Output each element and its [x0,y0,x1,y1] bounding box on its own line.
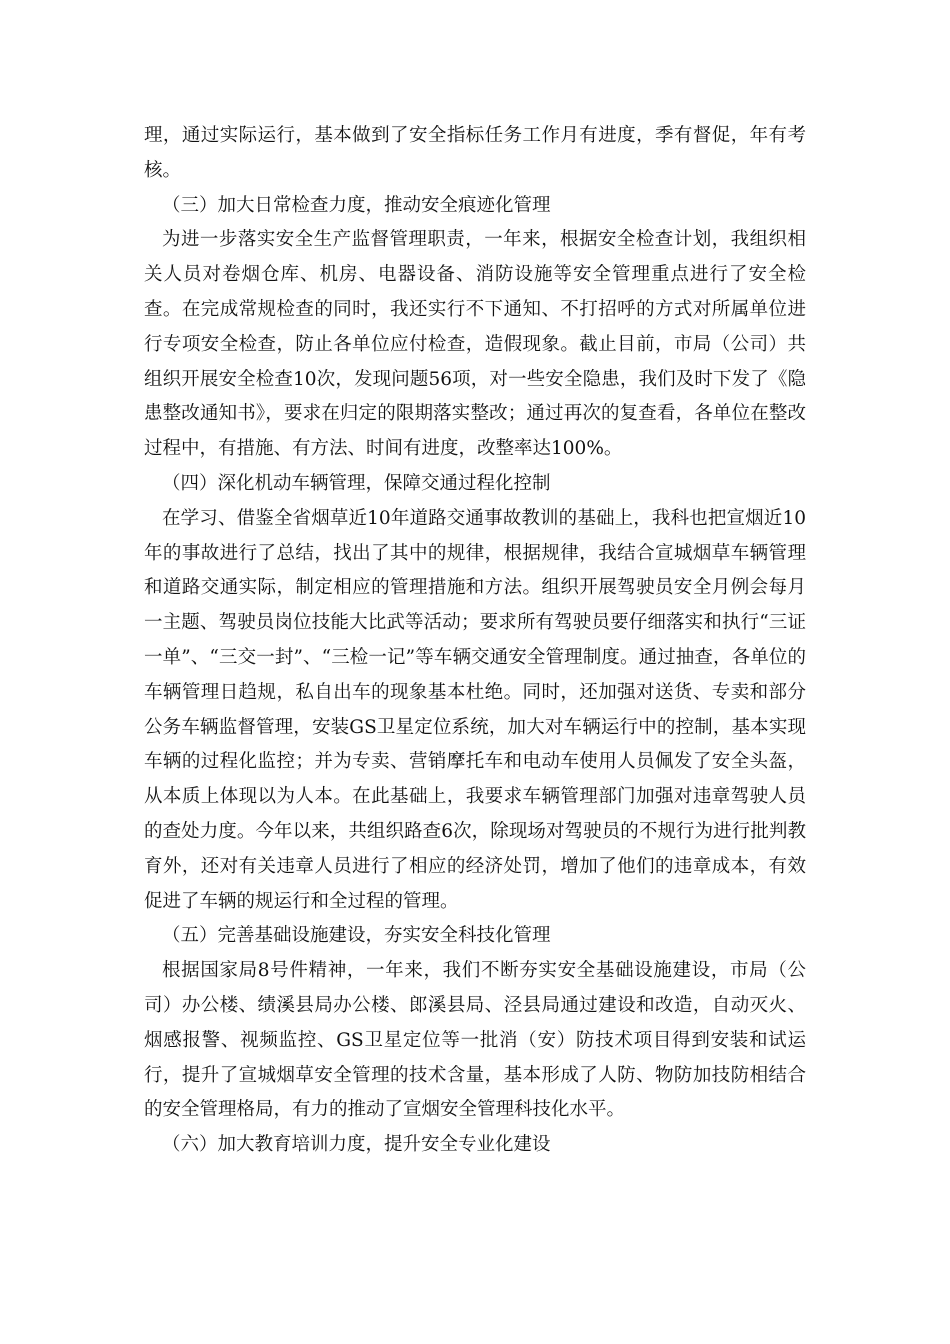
section-heading-4: （四）深化机动车辆管理，保障交通过程化控制 [162,472,551,494]
section-heading-5: （五）完善基础设施建设，夯实安全科技化管理 [162,925,551,947]
paragraph-body-3: 在学习、借鉴全省烟草近10年道路交通事故教训的基础上，我科也把宣烟近10年的事故进行了总结，找出了其中的规律，根据规律，我结合宣城烟草车辆管理和道路交通实际，制定相应的管理措施和方法。组织开展驾驶员安全月例会每月一主题、驾驶员岗位技能大比武等活动；要求所有驾驶员要仔细落实和执行“三证一单”、“三交一封”、“三检一记”等车辆交通安全管理制度。通过抽查，各单位的车辆管理日趋规，私自出车的现象基本杜绝。同时，还加强对送货、专卖和部分公务车辆监督管理，安装GS卫星定位系统，加大对车辆运行中的控制，基本实现车辆的过程化监控；并为专卖、营销摩托车和电动车使用人员佩发了安全头盔，从本质上体现以为人本。在此基础上，我要求车辆管理部门加强对违章驾驶人员的查处力度。今年以来，共组织路查6次，除现场对驾驶员的不规行为进行批判教育外，还对有关违章人员进行了相应的经济处罚，增加了他们的违章成本，有效促进了车辆的规运行和全过程的管理。 [144,507,806,912]
section-heading-6: （六）加大教育培训力度，提升安全专业化建设 [162,1134,551,1156]
paragraph-body-1: 理，通过实际运行，基本做到了安全指标任务工作月有进度，季有督促，年有考核。 [144,125,806,181]
document-page [144,119,806,1163]
paragraph-body-2: 为进一步落实安全生产监督管理职责，一年来，根据安全检查计划，我组织相关人员对卷烟仓库、机房、电器设备、消防设施等安全管理重点进行了安全检查。在完成常规检查的同时，我还实行不下通知、不打招呼的方式对所属单位进行专项安全检查，防止各单位应付检查，造假现象。截止目前，市局（公司）共组织开展安全检查10次，发现问题56项，对一些安全隐患，我们及时下发了《隐患整改通知书》，要求在归定的限期落实整改；通过再次的复查看，各单位在整改过程中，有措施、有方法、时间有进度，改整率达100%。 [144,229,806,460]
paragraph-body-4: 根据国家局8号件精神，一年来，我们不断夯实安全基础设施建设，市局（公司）办公楼、绩溪县局办公楼、郎溪县局、泾县局通过建设和改造，自动灭火、烟感报警、视频监控、GS卫星定位等一批消（安）防技术项目得到安装和试运行，提升了宣城烟草安全管理的技术含量，基本形成了人防、物防加技防相结合的安全管理格局，有力的推动了宣烟安全管理科技化水平。 [144,960,806,1121]
section-heading-3: （三）加大日常检查力度，推动安全痕迹化管理 [162,194,551,216]
